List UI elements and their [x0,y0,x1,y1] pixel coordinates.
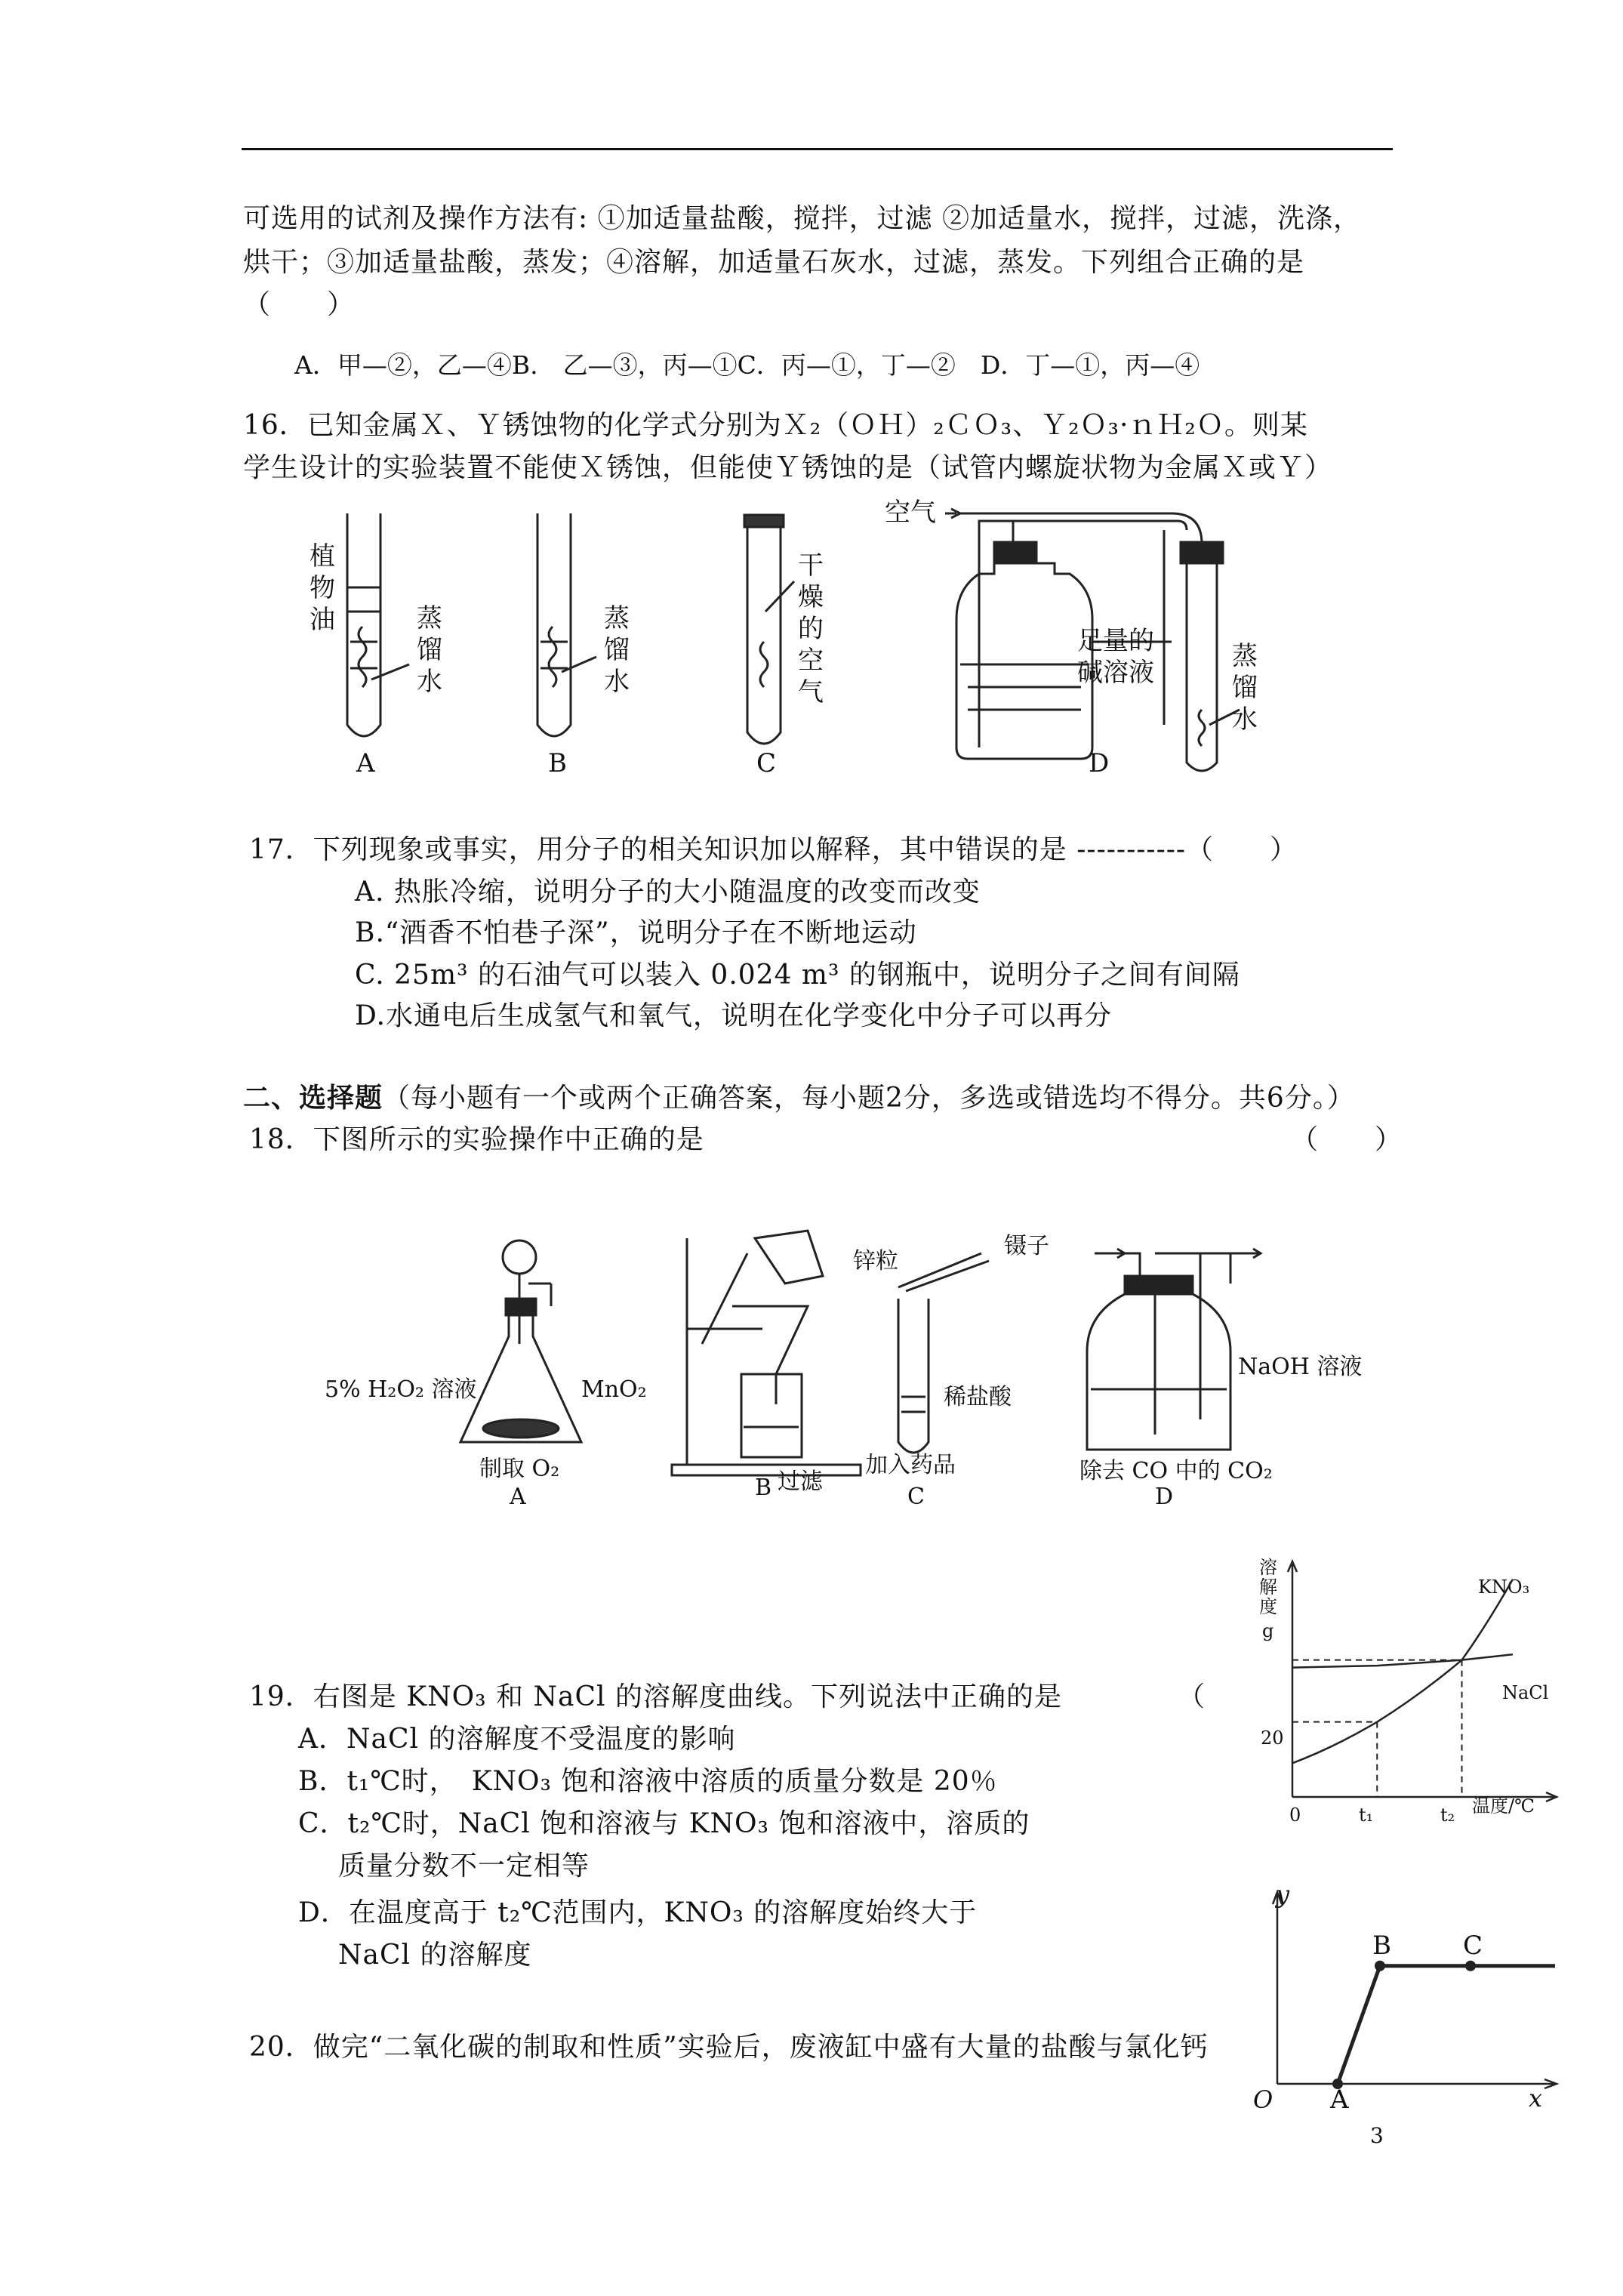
q17-option-a: A. 热胀冷缩，说明分子的大小随温度的改变而改变 [355,877,981,908]
header-rule [242,148,1393,150]
q19-option-d-line-1: D．在温度高于 t₂℃范围内，KNO₃ 的溶解度始终大于 [298,1897,978,1928]
q16-label-water-d3: 水 [1232,704,1258,735]
q16-apparatus-figure [296,498,1262,785]
q18-label-tweezers: 镊子 [1004,1233,1049,1259]
q18-label-hcl: 稀盐酸 [944,1384,1012,1410]
q17-option-d: D.水通电后生成氢气和氧气，说明在化学变化中分子可以再分 [355,1000,1113,1031]
q18-caption-b: 过滤 [778,1469,823,1495]
q19-chart-ylabel-2: 解 [1259,1576,1277,1598]
q19-chart-ytick-20: 20 [1261,1727,1284,1749]
q19-curve-nacl [1292,1654,1513,1667]
q16-label-b: B [548,748,567,778]
q19-chart-xtick-t1: t₁ [1359,1804,1374,1826]
q18-caption-d: 除去 CO 中的 CO₂ [1079,1458,1273,1484]
q18-caption-c: 加入药品 [865,1452,956,1478]
q16-label-water-b2: 馏 [604,635,630,665]
q20-graph-xlabel: x [1529,2084,1543,2113]
q20-graph-ylabel: y [1276,1880,1290,1909]
q19-solubility-chart [1238,1548,1570,1835]
q16-label-water-b: 蒸 [604,603,630,633]
q19-stem: 19．右图是 KNO₃ 和 NaCl 的溶解度曲线。下列说法中正确的是 [249,1681,1062,1712]
q16-label-air: 空气 [885,498,936,528]
section-2-header [243,1081,1355,1115]
section-2-desc: （每小题有一个或两个正确答案，每小题2分，多选或错选均不得分。共6分。） [383,1083,1355,1114]
q16-label-water-a2: 馏 [417,635,442,665]
q19-chart-ylabel-4: g [1262,1620,1274,1641]
page-number: 3 [1370,2123,1384,2148]
q17-option-b: B.“酒香不怕巷子深”，说明分子在不断地运动 [355,917,917,948]
q15-text-line-2: 烘干；③加适量盐酸，蒸发；④溶解，加适量石灰水，过滤，蒸发。下列组合正确的是 [243,247,1305,278]
q16-stem-line-1: 16．已知金属Ｘ、Ｙ锈蚀物的化学式分别为Ｘ₂（ＯＨ）₂ＣＯ₃、Ｙ₂Ｏ₃·ｎＨ₂Ｏ。则某 [243,410,1308,441]
q18-label-a: A [510,1484,526,1510]
q20-line [1338,1966,1555,2084]
q20-point-label-b: B [1372,1930,1391,1961]
q16-label-oil-1: 植 [310,541,335,572]
q18-label-mno2: MnO₂ [581,1376,647,1403]
q19-chart-xlabel: 温度/℃ [1472,1795,1535,1817]
q16-label-c: C [756,748,777,778]
q19-chart-ylabel-1: 溶 [1259,1557,1277,1578]
q15-bracket: （ ） [243,289,356,320]
q20-stem: 20．做完“二氧化碳的制取和性质”实验后，废液缸中盛有大量的盐酸与氯化钙 [249,2032,1209,2063]
q19-option-a: A．NaCl 的溶解度不受温度的影响 [298,1724,736,1755]
q20-point-label-a: A [1330,2085,1349,2114]
q16-label-dry-air4: 空 [798,646,824,676]
q18-label-c: C [907,1484,925,1510]
q17-option-c: C. 25m³ 的石油气可以装入 0.024 m³ 的钢瓶中，说明分子之间有间隔 [355,960,1240,991]
q18-caption-a: 制取 O₂ [479,1456,560,1482]
q19-chart-series-kno3: KNO₃ [1478,1576,1530,1598]
q18-label-h2o2: 5% H₂O₂ 溶液 [325,1376,477,1403]
q16-label-alkali-1: 足量的 [1077,626,1154,656]
q16-label-dry-air: 干 [798,550,824,581]
q19-chart-xtick-0: 0 [1289,1804,1301,1826]
q16-label-dry-air5: 气 [798,677,824,707]
q19-curve-kno3 [1292,1579,1513,1763]
q19-option-b: B．t₁℃时， KNO₃ 饱和溶液中溶质的质量分数是 20％ [298,1766,998,1797]
q16-label-a: A [356,748,375,778]
q16-label-water-d2: 馏 [1232,673,1258,703]
q16-stem-line-2: 学生设计的实验装置不能使Ｘ锈蚀，但能使Ｙ锈蚀的是（试管内螺旋状物为金属Ｘ或Ｙ） [243,452,1333,483]
section-2-title: 二、选择题 [243,1082,383,1114]
q20-graph-origin: O [1253,2085,1273,2114]
q18-bracket: （ ） [1291,1124,1403,1155]
q18-label-naoh: NaOH 溶液 [1238,1354,1363,1380]
q19-chart-series-nacl: NaCl [1502,1682,1549,1703]
q15-text-line-1: 可选用的试剂及操作方法有: ①加适量盐酸，搅拌，过滤 ②加适量水，搅拌，过滤，洗涤， [243,203,1362,234]
q20-point-b [1375,1961,1385,1971]
q16-label-oil-2: 物 [310,573,335,603]
q19-chart-xtick-t2: t₂ [1440,1804,1455,1826]
q19-chart-ylabel-3: 度 [1259,1596,1277,1617]
q15-options: A．甲—②，乙—④B. 乙—③，丙—①C．丙—①，丁—② D．丁—①，丙—④ [294,350,1200,380]
q19-option-d-line-2: NaCl 的溶解度 [338,1940,532,1971]
q17-stem: 17．下列现象或事实，用分子的相关知识加以解释，其中错误的是 -----------（ ） [249,834,1298,865]
q18-label-b: B [755,1475,772,1501]
q16-label-water-d: 蒸 [1232,641,1258,671]
q16-label-water-a3: 水 [417,667,442,697]
q20-point-label-c: C [1463,1930,1483,1961]
q16-label-dry-air2: 燥 [798,582,824,612]
q16-label-dry-air3: 的 [798,614,824,644]
q18-label-zinc: 锌粒 [853,1248,898,1274]
q19-option-c-line-1: C．t₂℃时，NaCl 饱和溶液与 KNO₃ 饱和溶液中，溶质的 [298,1808,1030,1839]
q16-label-alkali-2: 碱溶液 [1077,658,1154,688]
q16-label-oil-3: 油 [310,605,335,635]
q16-label-d: D [1089,748,1110,778]
q18-stem: 18．下图所示的实验操作中正确的是 [249,1124,704,1155]
q20-point-c [1465,1961,1476,1971]
q18-operations-figure [325,1223,1366,1510]
q19-option-c-line-2: 质量分数不一定相等 [338,1851,590,1881]
q16-label-water-b3: 水 [604,667,630,697]
q18-label-d: D [1155,1484,1174,1510]
q19-bracket: （ [1178,1681,1206,1712]
q16-label-water-a: 蒸 [417,603,442,633]
q20-graph [1223,1880,1578,2114]
